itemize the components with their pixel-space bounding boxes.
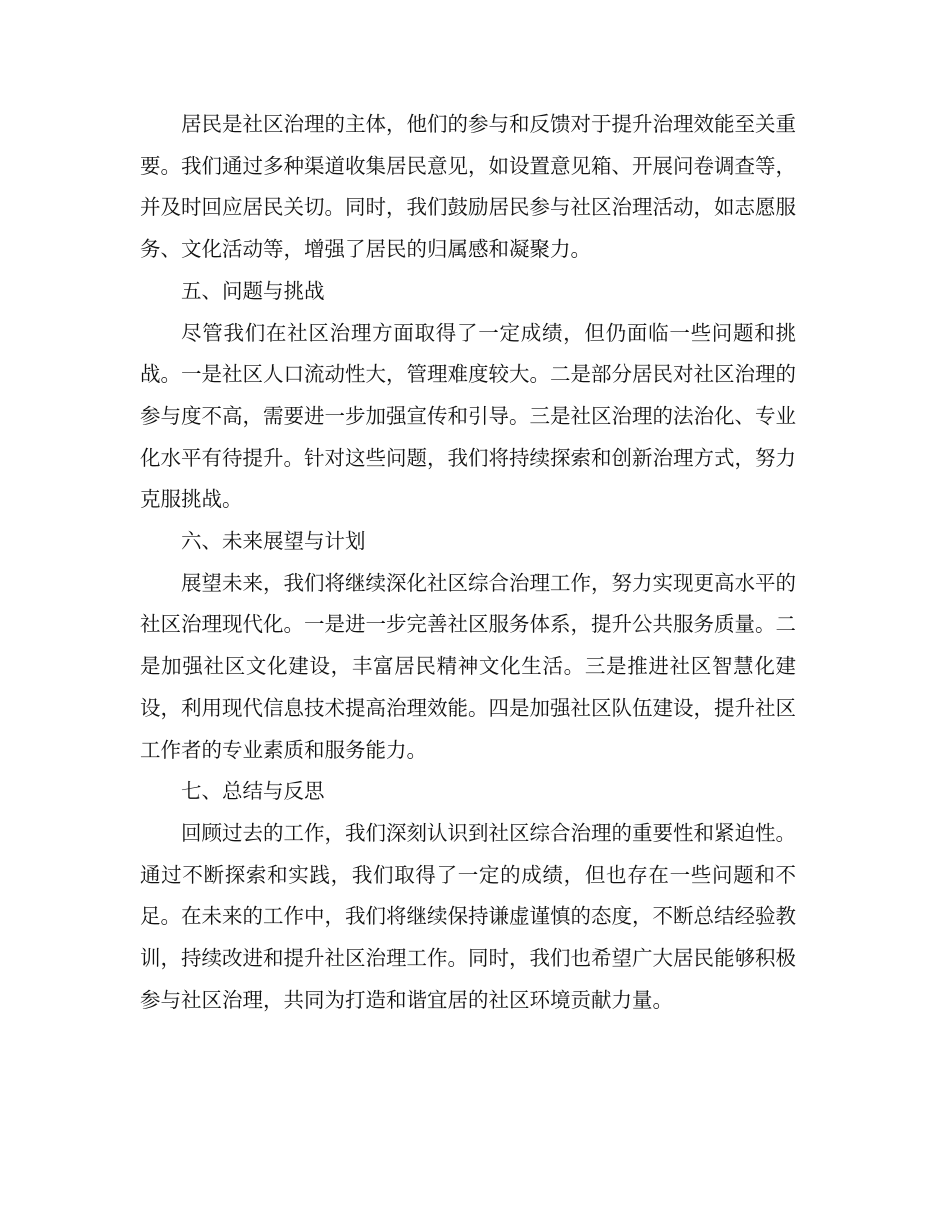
paragraph-future-outlook: 展望未来，我们将继续深化社区综合治理工作，努力实现更高水平的社区治理现代化。一是进一步完善社区服务体系，提升公共服务质量。二是加强社区文化建设，丰富居民精神文化生活。三是推进社区智慧化建设，利用现代信息技术提高治理效能。四是加强社区队伍建设，提升社区工作者的专业素质和服务能力。 xyxy=(140,570,796,762)
section-heading-problems-challenges: 五、问题与挑战 xyxy=(181,278,325,303)
paragraph-resident-participation: 居民是社区治理的主体，他们的参与和反馈对于提升治理效能至关重要。我们通过多种渠道收集居民意见，如设置意见箱、开展问卷调查等，并及时回应居民关切。同时，我们鼓励居民参与社区治理活动，如志愿服务、文化活动等，增强了居民的归属感和凝聚力。 xyxy=(140,112,796,262)
section-heading-future-outlook: 六、未来展望与计划 xyxy=(181,529,366,554)
section-heading-summary-reflection: 七、总结与反思 xyxy=(181,779,325,804)
paragraph-summary-reflection: 回顾过去的工作，我们深刻认识到社区综合治理的重要性和紧迫性。通过不断探索和实践，我们取得了一定的成绩，但也存在一些问题和不足。在未来的工作中，我们将继续保持谦虚谨慎的态度，不断总结经验教训，持续改进和提升社区治理工作。同时，我们也希望广大居民能够积极参与社区治理，共同为打造和谐宜居的社区环境贡献力量。 xyxy=(140,820,796,1012)
document-body xyxy=(140,104,796,1021)
paragraph-problems-challenges: 尽管我们在社区治理方面取得了一定成绩，但仍面临一些问题和挑战。一是社区人口流动性大，管理难度较大。二是部分居民对社区治理的参与度不高，需要进一步加强宣传和引导。三是社区治理的法治化、专业化水平有待提升。针对这些问题，我们将持续探索和创新治理方式，努力克服挑战。 xyxy=(140,320,796,512)
